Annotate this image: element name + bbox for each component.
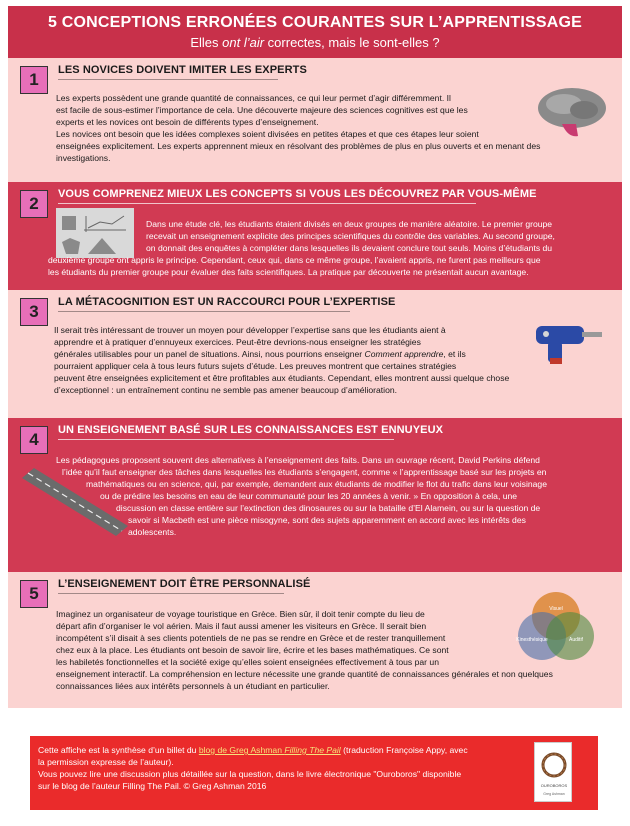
venn-label-auditif: Auditif	[569, 637, 583, 643]
footer-text: Cette affiche est la synthèse d’un billet du blog de Greg Ashman Filling The Pail (traduction Françoise Appy, avec la permission expresse de l’auteur). Vous pouvez lire une discussion plus détaillée sur la question, dans le livre électronique "Ouroboros" disponible sur le blog de l’auteur Filling The Pail. © Greg Ashman 2016	[38, 745, 468, 791]
section-text-5: Imaginez un organisateur de voyage touristique en Grèce. Bien sûr, il doit tenir compte du lieu de départ afin d’organiser le vol aérien. Mais il faut aussi amener les visiteurs en Grèce. Il serait bien incompétent s’il disait à ses clients potentiels de ne pas se rendre en Grèce et de rester tranquillement chez eux à la place. Les étudiants ont besoin de savoir lire, écrire et les bases mathématiques. Ce sont les habiletés fonctionnelles et la société exige qu’elles soient enseignées effectivement à tous par un enseignement interactif. La compréhension en lecture nécessite une grande quantité de connaissances générales et non quelques connaissances liées aux intérêts personnels à un étudiant en particulier.	[56, 609, 553, 691]
section-number-5: 5	[20, 580, 48, 608]
section-text-3: Il serait très intéressant de trouver un moyen pour développer l’expertise sans que les étudiants aient à apprendre et à pratiquer d’ennuyeux exercices. Peut-être devrions-nous enseigner les stratégies générales utilisables pour un panel de situations. Ainsi, nous pourrions enseigner Comment apprendre, et ils pourraient appliquer cela à tous leurs futurs sujets d’étude. Les preuves montrent que certaines stratégies peuvent être enseignées explicitement et être profitables aux étudiants. Cependant, elles montrent aussi quelque chose d’exceptionnel : un entraînement continu ne semble pas amener beaucoup d’amélioration.	[54, 325, 510, 395]
section-heading-3: LA MÉTACOGNITION EST UN RACCOURCI POUR L’EXPERTISE	[58, 296, 396, 308]
section-heading-1: LES NOVICES DOIVENT IMITER LES EXPERTS	[58, 64, 307, 76]
section-number-3: 3	[20, 298, 48, 326]
book-title: OUROBOROS	[540, 783, 568, 788]
drill-icon	[526, 316, 606, 366]
section-text-2b: deuxième groupe ont appris le principe. Cependant, ceux qui, dans ce même groupe, l’avaient appris, ne furent pas meilleurs que les étudiants du premier groupe pour évaluer des faits scientifiques. La pratique par découverte ne présentait aucun avantage.	[48, 255, 541, 277]
section-1	[8, 58, 622, 182]
section-2	[8, 182, 622, 290]
book-author: Greg Ashman	[543, 792, 565, 796]
venn-diagram-icon	[506, 586, 606, 666]
section-text-4: Les pédagogues proposent souvent des alternatives à l’enseignement des faits. Dans un ouvrage récent, David Perkins défend l’idée qu’il faut enseigner des tâches dans lesquelles les étudiants s’engagent, comme « l’apprentissage basé sur les projets en mathématiques ou en science, qui, par exemple, demandent aux étudiants de modifier le flot du trafic dans leur voisinage ou de prédire les besoins en eau de leur communauté pour les 20 années à venir. » En opposition à cela, une discussion en classe entière sur l’extinction des dinosaures ou sur la bataille d’El Alamein, ou sur la question de savoir si Macbeth est une pièce misogyne, sont des sujets apparemment en accord avec les intérêts des adolescents.	[56, 455, 547, 537]
section-5	[8, 572, 622, 708]
section-heading-2: VOUS COMPRENEZ MIEUX LES CONCEPTS SI VOUS LES DÉCOUVREZ PAR VOUS-MÊME	[58, 188, 537, 200]
venn-label-visuel: Visuel	[549, 606, 563, 612]
section-text-2a: Dans une étude clé, les étudiants étaient divisés en deux groupes de manière aléatoire. Le premier groupe recevait un enseignement explicite des principes scientifiques du contrôle des variables. Au second groupe, on donnait des enquêtes à compléter dans lesquelles ils devaient conclure tout seuls. Moins d’étudiants du	[146, 219, 555, 253]
brain-icon	[532, 84, 610, 142]
heading-underline-3	[58, 311, 350, 312]
section-number-2: 2	[20, 190, 48, 218]
heading-underline-4	[58, 439, 394, 440]
book-cover-image	[534, 742, 572, 802]
section-number-1: 1	[20, 66, 48, 94]
subtitle-emphasis: ont l’air	[222, 35, 265, 50]
venn-label-kinesthesique: Kinesthésique	[516, 637, 548, 643]
poster-subtitle	[8, 35, 622, 50]
section-3	[8, 290, 622, 418]
poster-header	[8, 6, 622, 58]
blog-link[interactable]: blog de Greg Ashman Filling The Pail	[198, 745, 341, 755]
section-text-1: Les experts possèdent une grande quantité de connaissances, ce qui leur permet d’agir différemment. Il est facile de sous-estimer l’importance de cela. Une découverte majeure des sciences cognitives est que les experts et les novices ont besoin de différents types d’enseignement. Les novices ont besoin que les idées complexes soient divisées en petites étapes et que ces étapes leur soient enseignées explicitement. Les experts apprennent mieux en résolvant des problèmes de plus en plus ouverts et en menant des investigations.	[56, 93, 541, 163]
subtitle-pre: Elles	[190, 35, 223, 50]
heading-underline-1	[58, 79, 278, 80]
ouroboros-icon	[535, 743, 573, 803]
heading-underline-5	[58, 593, 284, 594]
section-heading-5: L’ENSEIGNEMENT DOIT ÊTRE PERSONNALISÉ	[58, 578, 311, 590]
section-number-4: 4	[20, 426, 48, 454]
poster-title: 5 CONCEPTIONS ERRONÉES COURANTES SUR L’APPRENTISSAGE	[47, 14, 583, 31]
section-heading-4: UN ENSEIGNEMENT BASÉ SUR LES CONNAISSANCES EST ENNUYEUX	[58, 424, 444, 436]
graph-shapes-icon	[56, 208, 134, 258]
heading-underline-2	[58, 203, 476, 204]
subtitle-post: correctes, mais le sont-elles ?	[264, 35, 440, 50]
section-4	[8, 418, 622, 572]
poster-footer	[30, 736, 598, 810]
